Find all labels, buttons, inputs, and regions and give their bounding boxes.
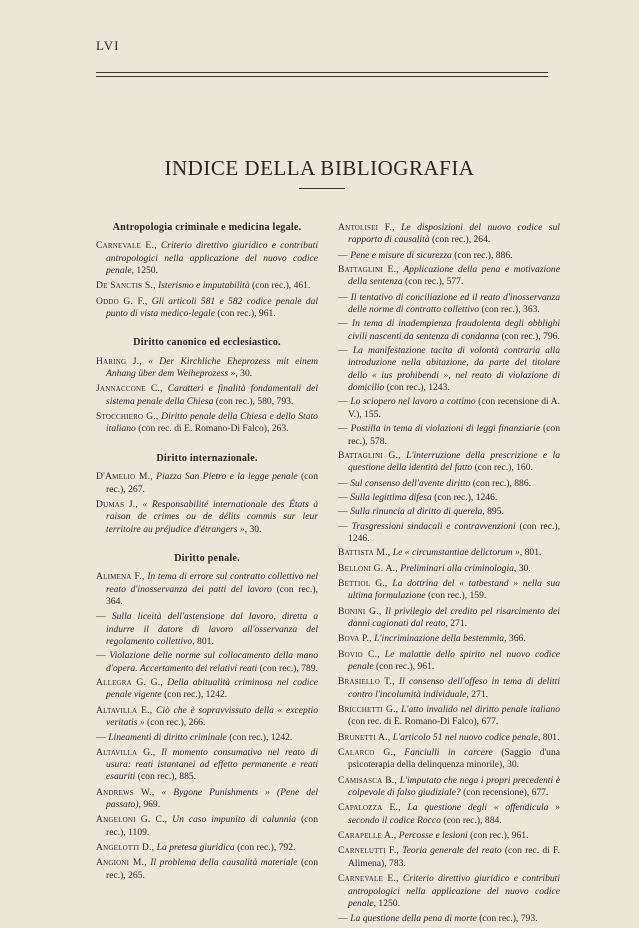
entry-title: « Responsabilité internationale des États à raison de crimes ou de délits commis sur leur territoire au préjudice d'étrangers », [106, 498, 318, 535]
entry-author: Battista M., [338, 547, 391, 559]
entry-reference: 30. [518, 562, 531, 574]
entry-reference: (con rec.), 793. [479, 913, 538, 925]
bibliography-entry [338, 563, 560, 575]
entry-reference: 801. [197, 635, 214, 647]
entry-author: Bovio C., [338, 648, 380, 660]
entry-title: Percosse e lesioni [398, 830, 468, 842]
bibliography-entry [96, 842, 318, 854]
bibliography-entry [338, 747, 560, 772]
bibliography-entry [338, 478, 560, 490]
entry-title: Piazza San Pietro e la legge penale [156, 471, 298, 483]
page-number: LVI [96, 38, 120, 53]
entry-reference: 801. [542, 731, 560, 743]
entry-reference: (con rec.), 886. [454, 249, 513, 261]
entry-title: Il privilegio del credito pel risarcimento dei danni cagionati dal reato, [348, 605, 560, 629]
bibliography-entry [96, 857, 318, 882]
bibliography-entry [96, 677, 318, 702]
entry-author: Stocchiero G., [96, 411, 159, 423]
entry-reference: (con rec.), 886. [472, 477, 532, 489]
bibliography-entry [96, 499, 318, 536]
bibliography-entry [338, 292, 560, 317]
entry-author: — [338, 345, 348, 357]
entry-reference: (con rec.), 1109. [106, 814, 318, 838]
bibliography-entry [338, 506, 560, 518]
entry-title: La manifestazione tacita di volontà contraria alla introduzione nella abitazione, da parte del titolare dello « ius prohibendi », nel reato di violazione di domicilio [348, 345, 560, 394]
entry-author: — [338, 520, 348, 532]
entry-reference: (con recensione), 677. [463, 787, 549, 799]
bibliography-entry [338, 913, 560, 925]
bibliography-entry [338, 732, 560, 744]
entry-title: Trasgressioni sindacali e contravvenzioni [351, 520, 516, 532]
entry-reference: (con rec.), 961. [470, 830, 529, 842]
entry-title: Sulla liceità dell'astensione dal lavoro, diretta a indurre il datore di lavoro all'osservanza del regolamento collettivo, [106, 611, 318, 647]
entry-title: Un caso impunito di calunnia [172, 814, 297, 826]
entry-reference: (con rec.), 789. [259, 662, 318, 674]
bibliography-entry [338, 802, 560, 827]
bibliography-entry [338, 423, 560, 448]
entry-reference: (con rec.), 577. [405, 276, 464, 288]
bibliography-entry [338, 873, 560, 910]
entry-title: La questione della pena di morte [350, 913, 477, 925]
entry-reference: (con rec.), 796. [501, 330, 560, 342]
entry-title: « Bygone Punishments » (Pene del passato), [106, 786, 318, 811]
entry-author: Altavilla E., [96, 704, 153, 716]
entry-title: La questione degli « offendicula » secondo il codice Rocco [348, 802, 560, 826]
entry-author: Carnevale E., [96, 240, 157, 252]
entry-reference: (con rec.), 1246. [348, 520, 560, 544]
entry-reference: (con rec.), 580, 793. [215, 395, 294, 407]
entry-author: Allegra G. G., [96, 676, 163, 688]
bibliography-entry [338, 676, 560, 701]
bibliography-entry [96, 705, 318, 730]
entry-title: Sulla legittima difesa [350, 491, 432, 503]
bibliography-entry [96, 356, 318, 381]
entry-author: — [96, 650, 106, 662]
entry-title: Fanciulli in carcere [404, 747, 493, 759]
entry-reference: 1250. [378, 897, 400, 909]
entry-reference: (con rec.), 792. [237, 842, 296, 854]
section-heading: Diritto penale. [174, 552, 240, 564]
bibliography-entry [96, 471, 318, 496]
entry-author: Antolisei F., [338, 222, 395, 233]
entry-author: Bonini G., [338, 605, 382, 617]
entry-author: Altavilla G., [96, 746, 156, 758]
entry-title: « Der Kirchliche Eheprozess mit einem Anhang über dem Weiheprozess », [106, 355, 318, 380]
entry-title: Le « circumstantiae delictorum », [392, 547, 523, 559]
entry-title: L'interruzione della prescrizione e la questione della identità del fatto [348, 449, 560, 474]
entry-author: — [96, 611, 106, 623]
entry-author: — [338, 477, 348, 489]
entry-author: Brunetti A., [338, 731, 391, 743]
entry-title: Caratteri e finalità fondamentali del sistema penale della Chiesa [106, 383, 318, 407]
entry-title: Sul consenso dell'avente diritto [350, 477, 471, 489]
entry-reference: 271. [450, 617, 468, 629]
entry-reference: (con rec.), 1246. [434, 491, 498, 503]
entry-reference: (con rec.), 267. [106, 471, 318, 495]
entry-author: Oddo G. F., [96, 295, 148, 307]
entry-reference: 969. [143, 799, 161, 811]
entry-author: Carapelle A., [338, 830, 397, 842]
bibliography-entry [96, 814, 318, 839]
entry-author: — [338, 396, 348, 408]
header-rule [96, 72, 548, 73]
entry-reference: 801. [524, 547, 542, 559]
section-heading: Diritto internazionale. [156, 452, 258, 464]
entry-reference: (con rec.), 461. [252, 280, 311, 292]
entry-reference: (con rec.), 363. [481, 304, 540, 316]
entry-reference: (con rec.), 1242. [229, 732, 293, 744]
page-title: INDICE DELLA BIBLIOGRAFIA [164, 156, 475, 180]
bibliography-entry [96, 732, 318, 744]
entry-reference: (con rec.), 578. [348, 423, 560, 447]
entry-title: Diritto penale della Chiesa e dello Stato italiano [106, 411, 318, 435]
entry-author: Camisasca B., [338, 774, 397, 786]
entry-author: Angeloni G. C., [96, 814, 168, 826]
entry-title: In tema di inadempienza fraudolenta degli obblighi civili nascenti da sentenza di condanna [348, 318, 560, 342]
entry-author: — [96, 732, 106, 744]
entry-title: L'atto invalido nel diritto penale italiano [401, 704, 560, 716]
entry-author: Angioni M., [96, 857, 147, 869]
entry-reference: 30. [240, 368, 253, 380]
entry-author: De Sanctis S., [96, 280, 156, 292]
entry-author: D'Amelio M., [96, 471, 153, 483]
bibliography-entry [338, 830, 560, 842]
entry-title: Lo sciopero nel lavoro a cottimo [350, 396, 476, 408]
entry-author: Bova P., [338, 633, 372, 645]
entry-title: La dottrina del « tatbestand » nella sua ultima formulazione [348, 577, 560, 602]
entry-reference: (con rec.), 266. [147, 717, 206, 728]
entry-author: Capalozza E., [338, 802, 401, 814]
entry-author: — [338, 506, 348, 518]
entry-title: L'incriminazione della bestemmia, [374, 633, 507, 645]
entry-author: — [338, 318, 348, 330]
entry-reference: (con rec.), 264. [431, 234, 491, 246]
bibliography-entry [338, 845, 560, 870]
bibliography-entry [96, 611, 318, 648]
entry-title: In tema di errore sul contratto collettivo nel reato d'inosservanza dei patti del lavoro [106, 571, 319, 595]
entry-author: Battaglini G., [338, 449, 401, 461]
entry-reference: 895. [487, 506, 504, 518]
entry-author: Battaglini E., [338, 264, 399, 276]
bibliography-entry [338, 492, 560, 504]
section-gap [96, 539, 318, 553]
title-underline [299, 188, 345, 189]
entry-title: La pretesa giuridica [156, 842, 235, 854]
entry-author: — [338, 913, 348, 925]
entry-author: Belloni G. A., [338, 562, 398, 574]
entry-reference: 1250. [136, 265, 158, 277]
right-column [338, 222, 560, 928]
entry-author: Bettiol G., [338, 577, 388, 589]
entry-reference: (con rec.), 884. [443, 814, 502, 826]
entry-title: Della abitualità criminosa nel codice penale vigente [106, 676, 318, 701]
section-gap [96, 323, 318, 337]
left-column [96, 222, 318, 885]
bibliography-entry [96, 280, 318, 292]
entry-author: Calarco G., [338, 747, 396, 759]
entry-reference: (con rec. di E. Romano-Di Falco), 263. [138, 423, 289, 435]
entry-title: Il problema della causalità materiale [150, 857, 298, 869]
entry-title: Teoria generale del reato [402, 845, 502, 857]
bibliography-entry [96, 411, 318, 436]
entry-author: — [338, 249, 348, 261]
bibliography-entry [96, 787, 318, 812]
entry-title: Postilla in tema di violazioni di leggi finanziarie [350, 423, 541, 435]
bibliography-entry [338, 775, 560, 800]
bibliography-entry [338, 318, 560, 343]
entry-reference: 271. [471, 688, 489, 700]
bibliography-entry [96, 296, 318, 321]
entry-author: Dumas J., [96, 498, 138, 510]
entry-title: Sulla rinuncia al diritto di querela, [350, 506, 485, 518]
entry-author: — [338, 491, 348, 503]
bibliography-entry [338, 547, 560, 559]
bibliography-entry [338, 578, 560, 603]
entry-author: Carnevale E., [338, 873, 399, 885]
entry-author: Haring J., [96, 355, 142, 367]
entry-title: Applicazione della pena e motivazione della sentenza [348, 264, 560, 288]
entry-author: Bricchetti G., [338, 704, 399, 716]
bibliography-entry [338, 450, 560, 475]
entry-reference: (con rec.), 364. [106, 583, 318, 607]
entry-title: Isterismo e imputabilità [157, 280, 250, 292]
entry-title: Il momento consumativo nel reato di usura: reati istantanei ad effetto permanente e reati esauriti [106, 746, 318, 783]
entry-reference: (con rec.), 265. [106, 857, 319, 881]
bibliography-entry [338, 396, 560, 421]
entry-author: Andrews W., [96, 786, 155, 798]
entry-reference: (con rec.), 159. [427, 590, 487, 602]
entry-title: Le malattie dello spirito nel nuovo codice penale [348, 648, 560, 672]
bibliography-entry [338, 704, 560, 729]
bibliography-entry [338, 264, 560, 289]
entry-title: Criterio direttivo giuridico e contributi antropologici nella applicazione del nuovo codice penale, [348, 873, 560, 909]
section-heading: Diritto canonico ed ecclesiastico. [133, 337, 281, 349]
bibliography-entry [96, 650, 318, 675]
entry-reference: (con rec.), 1243. [386, 382, 450, 394]
entry-reference: (con rec.), 160. [474, 462, 533, 474]
entry-author: Carnelutti F., [338, 845, 400, 857]
entry-reference: (Saggio d'una psicoterapia della delinquenza minorile), 30. [348, 747, 560, 771]
entry-reference: 30. [249, 523, 262, 535]
bibliography-entry [96, 383, 318, 408]
entry-title: Il tentativo di conciliazione ed il reato d'inosservanza delle norme di contratto collettivo [348, 291, 560, 316]
entry-author: Jannaccone C., [96, 383, 163, 395]
entry-author: — [338, 291, 348, 303]
entry-reference: (con rec.), 961. [217, 308, 276, 320]
entry-author: Brasiello T., [338, 676, 395, 688]
entry-title: Il consenso dell'offeso in tema di delitti contro l'incolumità individuale, [348, 676, 561, 700]
bibliography-entry [96, 747, 318, 784]
bibliography-entry [338, 345, 560, 394]
entry-title: L'articolo 51 nel nuovo codice penale, [392, 731, 541, 743]
entry-title: Criterio direttivo giuridico e contributi antropologici nella applicazione del nuovo codice penale, [106, 240, 318, 277]
entry-reference: (con rec.), 1242. [164, 689, 228, 701]
bibliography-entry [338, 222, 560, 247]
entry-reference: (con rec. di F. Alimena), 783. [348, 845, 560, 869]
entry-reference: (con rec. di E. Romano-Di Falco), 677. [348, 716, 499, 728]
entry-reference: 366. [508, 633, 526, 645]
entry-title: Pene e misure di sicurezza [350, 249, 452, 261]
section-heading: Antropologia criminale e medicina legale. [112, 222, 302, 233]
bibliography-entry [338, 633, 560, 645]
entry-title: Le disposizioni del nuovo codice sul rapporto di causalità [348, 222, 560, 246]
bibliography-entry [338, 606, 560, 631]
bibliography-entry [96, 571, 318, 608]
entry-author: Angelotti D., [96, 842, 155, 854]
entry-title: Gli articoli 581 e 582 codice penale dal punto di vista medico-legale [106, 295, 319, 320]
entry-title: L'imputato che nega i propri precedenti è colpevole di falso giudiziale? [348, 774, 560, 799]
entry-title: Violazione delle norme sul collocamento della mano d'opera. Accertamento dei relativi reati [106, 650, 318, 674]
bibliography-entry [338, 250, 560, 262]
entry-reference: (con rec.), 885. [137, 771, 197, 783]
entry-title: Ciò che è sopravvissuto della « exceptio veritatis » [106, 704, 318, 728]
entry-reference: (con recensione di A. V.), 155. [348, 396, 560, 420]
entry-title: Preliminari alla criminologia, [400, 562, 517, 574]
section-gap [96, 439, 318, 453]
header-rule-double [96, 76, 548, 77]
entry-reference: (con rec.), 961. [375, 661, 435, 672]
bibliography-entry [96, 240, 318, 277]
bibliography-entry [338, 521, 560, 546]
entry-title: Lineamenti di diritto criminale [108, 732, 227, 744]
entry-author: — [338, 423, 348, 435]
bibliography-entry [338, 649, 560, 674]
entry-author: Alimena F., [96, 571, 145, 583]
